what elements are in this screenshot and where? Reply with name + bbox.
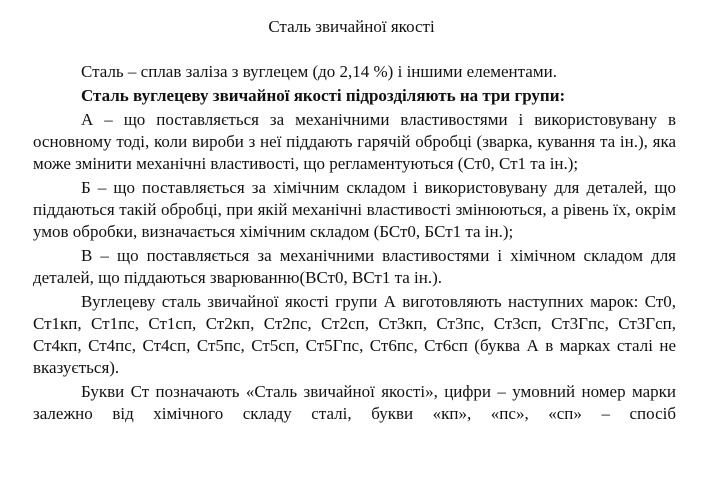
paragraph-definition: Сталь – сплав заліза з вуглецем (до 2,14 %) і іншими елементами. — [81, 62, 557, 81]
paragraph-group-b: Б – що поставляється за хімічним складом і використовувану для деталей, що піддаються такій обробці, при якій механічні властивості змінюються, а рівень їх, окрім умов обробки, визначається хімічним складом (БСт0, БСт1 та ін.); — [33, 178, 676, 241]
paragraph-grades: Вуглецеву сталь звичайної якості групи А виготовляють наступних марок: Ст0, Ст1кп, Ст1пс, Ст1сп, Ст2кп, Ст2пс, Ст2сп, Ст3кп, Ст3пс, Ст3сп, Ст3Гпс, Ст3Гсп, Ст4кп, Ст4пс, Ст4сп, Ст5пс, Ст5сп, Ст5Гпс, Ст6пс, Ст6сп (буква А в марках сталі не вказується). — [33, 292, 676, 377]
paragraph-groups-heading: Сталь вуглецеву звичайної якості підрозділяють на три групи: — [81, 86, 566, 105]
paragraph-marking: Букви Ст позначають «Сталь звичайної якості», цифри – умовний номер марки залежно від хімічного складу сталі, букви «кп», «пс», «сп» – спосіб — [33, 382, 676, 423]
document-body — [33, 61, 676, 425]
paragraph-group-a: А – що поставляється за механічними властивостями і використовувану в основному тоді, коли вироби з неї піддають гарячій обробці (зварка, кування та ін.), яка може змінити механічні властивості, що регламентуються (Ст0, Ст1 та ін.); — [33, 110, 676, 173]
document-title: Сталь звичайної якості — [268, 17, 435, 36]
paragraph-group-v: В – що поставляється за механічними властивостями і хімічном складом для деталей, що піддаються зварюванню(ВСт0, ВСт1 та ін.). — [33, 246, 676, 287]
